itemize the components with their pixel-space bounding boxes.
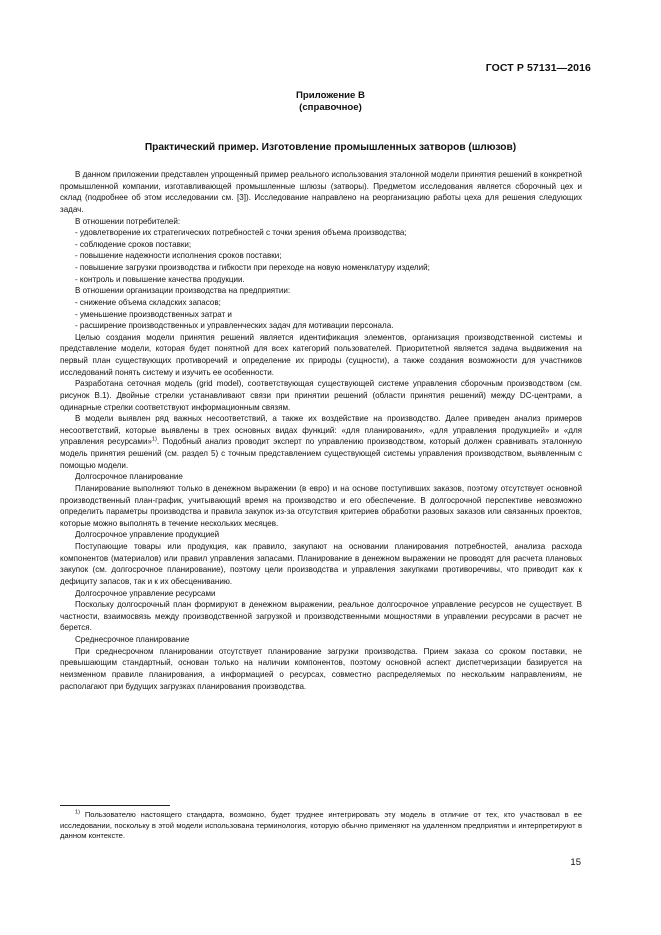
- list-item: - контроль и повышение качества продукции.: [75, 274, 245, 284]
- paragraph: Поскольку долгосрочный план формируют в денежном выражении, реальное долгосрочное управление ресурсов не существует. В частности, взаимосвязь между производственной загрузкой и производственными мощностями в управлении ресурсами в расчет не берется.: [60, 600, 582, 633]
- annex-status: (справочное): [299, 102, 362, 113]
- page-number: 15: [570, 857, 581, 868]
- list-item: - повышение надежности исполнения сроков поставки;: [75, 251, 282, 261]
- paragraph: Целью создания модели принятия решений является идентификация элементов, организация производственной системы и представление модели, которая будет понятной для всех категорий пользователей. Приоритетной является задача выдвижения на первый план существующих противоречий и определение их природы (сущности), а также создания возможности для участников исследований понять систему и изучить ее особенности.: [60, 332, 582, 377]
- subheading: Долгосрочное управление продукцией: [75, 530, 220, 540]
- paragraph-text: В модели выявлен ряд важных несоответствий, а также их воздействие на производство. Далее приведен анализ примеров несоответствий, которые выявлены в трех основных видах функций: «для планирования», «для управления продукцией» и «для управления ресурсами»: [60, 414, 582, 447]
- body-text: [60, 169, 582, 692]
- list-item: - повышение загрузки производства и гибкости при переходе на новую номенклатуру изделий;: [75, 263, 430, 272]
- footnote-reference: 1): [151, 436, 157, 443]
- annex-title: Практический пример. Изготовление промышленных затворов (шлюзов): [144, 142, 517, 153]
- paragraph: В данном приложении представлен упрощенный пример реального использования эталонной модели принятия решений в конкретной промышленной компании, изготавливающей промышленные шлюзы (затворы). Предметом исследования является сборочный цех и склад (подробнее об этом исследовании см. [3]). Исследование направлено на реорганизацию работы цеха для решения следующих задач.: [60, 170, 582, 214]
- standard-code: ГОСТ Р 57131—2016: [485, 62, 591, 74]
- footnote: [60, 810, 582, 842]
- paragraph: Планирование выполняют только в денежном выражении (в евро) и на основе поступивших заказов, поэтому отсутствует основной производственный план-график, учитывающий время на производство и его обеспечение. В долгосрочной перспективе невозможно определить параметры производства и правила закупок из-за отсутствия критериев обработки разовых заказов или связанных проектов, которые можно выполнять в течение нескольких месяцев.: [60, 483, 582, 528]
- list-item: - удовлетворение их стратегических потребностей с точки зрения объема производства;: [75, 228, 407, 238]
- paragraph: В отношении потребителей:: [75, 216, 181, 226]
- footnote-text: [60, 810, 582, 842]
- list-item: - снижение объема складских запасов;: [75, 297, 221, 307]
- subheading: Среднесрочное планирование: [75, 635, 190, 644]
- footnote-separator: [60, 805, 170, 806]
- footnote-body: Пользователю настоящего стандарта, возможно, будет труднее интегрировать эту модель в отличие от тех, кто участвовал в ее исследовании, поскольку в этой модели использована терминология, которую обычно применяют на удаленном предприятии и интерпретируют в данном контексте.: [60, 810, 582, 841]
- subheading: Долгосрочное управление ресурсами: [75, 588, 216, 598]
- paragraph: При среднесрочном планировании отсутствует планирование загрузки производства. Прием заказа со сроком поставки, не превышающим стандартный, основан только на наличии компонентов, поэтому основной аспект диспетчеризации базируется на неизменном правиле планирования, а информацией о ресурсах, совместно распределяемых по нескольким направлениям, не располагают при будущих загрузках планирования производства.: [60, 646, 582, 691]
- paragraph-defects: [60, 413, 582, 471]
- annex-label: Приложение В: [296, 90, 365, 101]
- annex-heading-block: [0, 90, 661, 114]
- footnote-marker: 1): [75, 809, 80, 816]
- list-item: - соблюдение сроков поставки;: [75, 239, 192, 249]
- list-item: - уменьшение производственных затрат и: [75, 309, 232, 319]
- paragraph: Разработана сеточная модель (grid model), соответствующая существующей системе управления сборочным производством (см. рисунок В.1). Двойные стрелки устанавливают связи при принятии решений (области принятия решений) между DC-центрами, а одинарные стрелки соответствуют информационным связям.: [60, 379, 582, 412]
- subheading: Долгосрочное планирование: [75, 472, 183, 482]
- paragraph: Поступающие товары или продукция, как правило, закупают на основании планирования потребностей, анализа расхода компонентов (материалов) или правил управления запасами. Планирование в денежном выражении не проводят для расчета плановых закупок (см. долгосрочное планирование), поэтому цели производства и управления закупками противоречивы, что приводит как к дефициту запасов, так и к их обесцениванию.: [60, 542, 582, 586]
- paragraph-text: . Подобный анализ проводит эксперт по управлению производством, который должен сравнивать эталонную модель принятия решений (см. раздел 5) с точным представлением существующей системы управления производством, выявленным с помощью модели.: [60, 437, 582, 470]
- paragraph: В отношении организации производства на предприятии:: [75, 286, 291, 296]
- list-item: - расширение производственных и управленческих задач для мотивации персонала.: [75, 321, 394, 331]
